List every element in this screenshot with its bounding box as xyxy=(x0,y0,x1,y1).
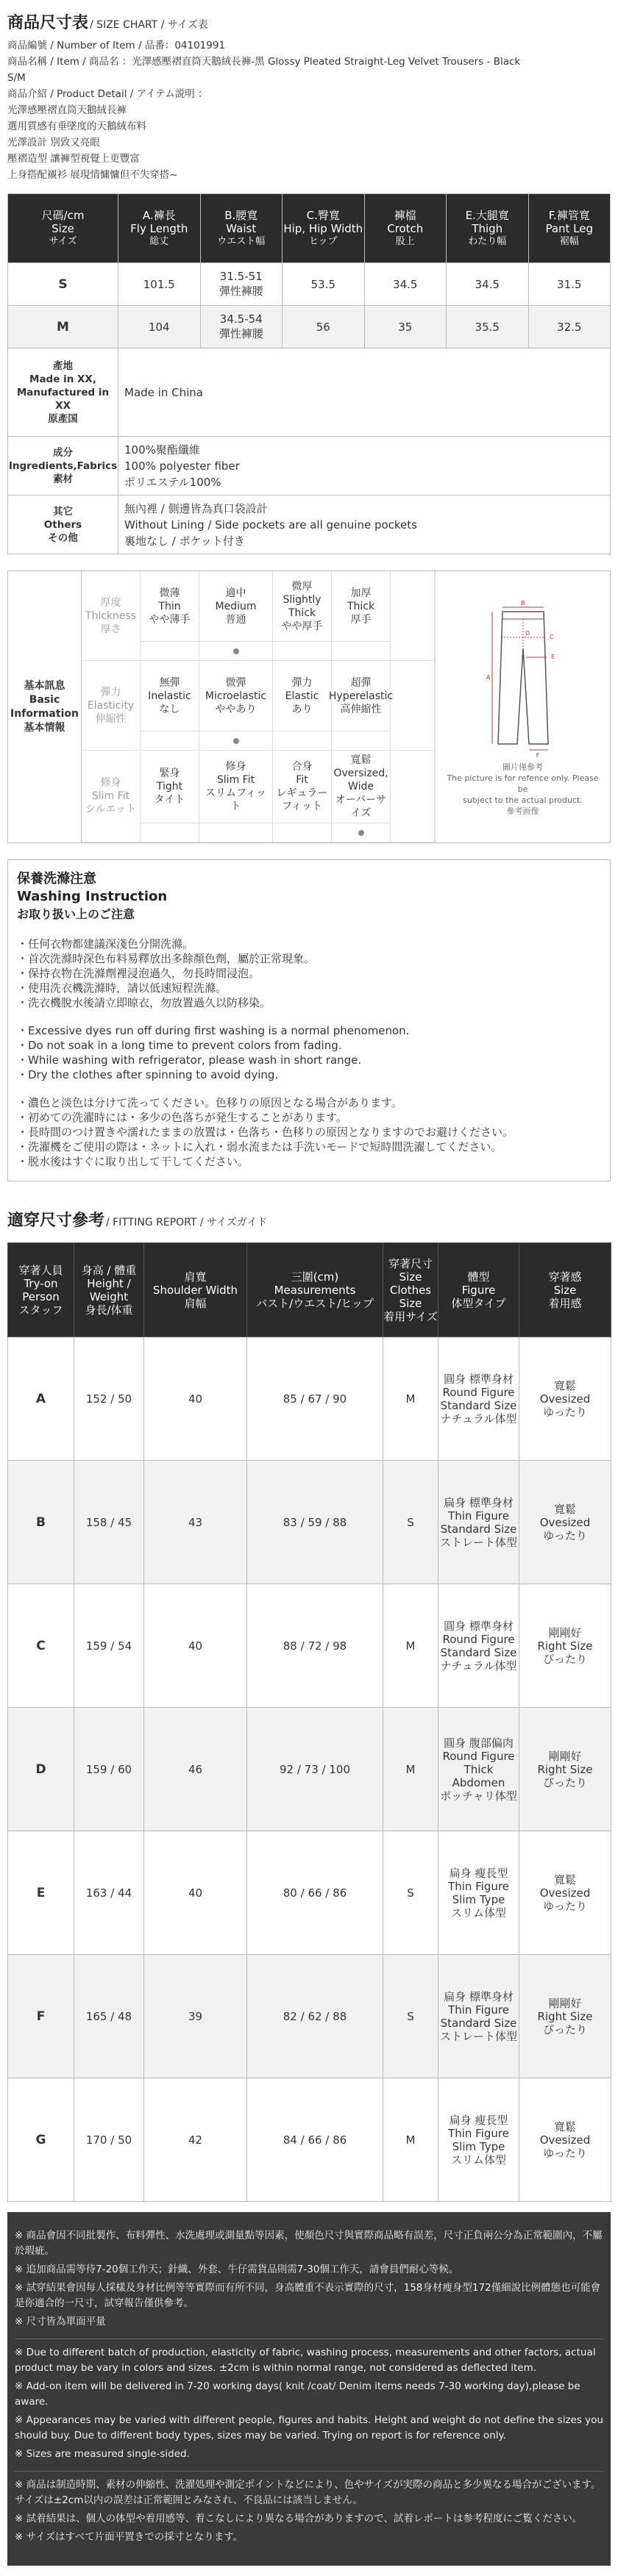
fit-cell: 165 / 48 xyxy=(74,1955,144,2078)
fit-feel: 剛剛好 Right Size ぴったり xyxy=(519,1584,611,1708)
attr-empty xyxy=(391,751,435,842)
attr-option: 微厚 Slightly Thick やや厚手 xyxy=(273,571,332,642)
fit-figure: 扁身 瘦長型 Thin Figure Slim Type スリム体型 xyxy=(438,2078,519,2202)
fit-figure: 扁身 標準身材 Thin Figure Standard Size ストレート体型 xyxy=(438,1955,519,2078)
fit-row xyxy=(8,1831,611,1955)
fit-figure: 扁身 標準身材 Thin Figure Standard Size ストレート体型 xyxy=(438,1461,519,1584)
fit-cell: 80 / 66 / 86 xyxy=(247,1831,383,1955)
note-line: ※ Due to different batch of production, elasticity of fabric, washing process, measurements and other factors, actual product may be vary in colors and sizes. ±2cm is within normal range, not considered as deflected item. xyxy=(15,2347,596,2374)
washing-en: ・Excessive dyes run off during first washing is a normal phenomenon. ・Do not soak in a long time to prevent colors from fading. ・While washing with refrigerator, please wash in short range. ・Dry the clothes after spinning to avoid dying. xyxy=(17,1024,410,1081)
fitting-subtitle: / FITTING REPORT / サイズガイド xyxy=(106,1217,268,1228)
fit-cell: M xyxy=(383,2078,438,2202)
attr-option: 微薄 Thin やや薄手 xyxy=(141,571,199,642)
fit-header: 穿著人員 Try-on Person スタッフ xyxy=(8,1243,74,1337)
basic-info-grid xyxy=(82,571,435,842)
fit-header: 肩寬 Shoulder Width 肩幅 xyxy=(144,1243,247,1337)
attr-label-fit: 修身 Slim Fit シルエット xyxy=(82,751,141,842)
fit-cell: 40 xyxy=(144,1831,247,1955)
washing-ja: ・濃色と淡色は分けて洗ってください。色移りの原因となる場合があります。 ・初めての洗濯時には・多少の色落ちが発生することがあります。 ・長時間のつけ置きや濡れたままの放置は・色落ち・色移りの原因となりますのでお避けください。 ・洗濯機をご使用の際は・ネットに入れ・弱水流または手洗いモードで短時間洗濯してください。 ・脱水後はすぐに取り出して干してください。 xyxy=(17,1096,514,1168)
washing-title: 保養洗滌注意 xyxy=(17,871,96,887)
attr-marker-cell xyxy=(332,731,391,751)
attr-option: 緊身 Tight タイト xyxy=(141,751,199,823)
pants-diagram xyxy=(435,571,610,842)
fit-cell: B xyxy=(8,1461,74,1584)
attr-marker-cell xyxy=(199,823,273,842)
info-line: 光澤感壓褶直筒天鵝絨長褲 xyxy=(7,104,127,116)
fit-cell: 46 xyxy=(144,1708,247,1831)
note-line: ※ サイズはすべて片面平置きでの採寸となります。 xyxy=(15,2531,244,2543)
attr-marker-cell xyxy=(332,642,391,661)
fit-figure: 圓身 腹部偏肉 Round Figure Thick Abdomen ポッチャリ体型 xyxy=(438,1708,519,1831)
size-header: A.褲長 Fly Length 総丈 xyxy=(118,194,201,263)
washing-title-en: Washing Instruction xyxy=(17,889,168,904)
size-chart-title xyxy=(0,0,618,37)
attr-marker-cell xyxy=(141,731,199,751)
note-line: ※ Appearances may be varied with different people, figures and habits. Height and weight do not define the sizes you should buy. Due to different body types, sizes may be varied. Trying on report is for reference only. xyxy=(15,2414,603,2441)
fit-cell: 42 xyxy=(144,2078,247,2202)
attr-label-elasticity: 彈力 Elasticity 伸縮性 xyxy=(82,661,141,751)
fit-cell: 40 xyxy=(144,1584,247,1708)
note-line: ※ Add-on item will be delivered in 7-20 working days( knit /coat/ Denim items needs 7-30 working day),please be aware. xyxy=(15,2380,580,2408)
basic-info-panel xyxy=(7,570,611,843)
attr-marker-cell xyxy=(273,642,332,661)
fit-cell: 40 xyxy=(144,1337,247,1461)
attr-option: 修身 Slim Fit スリムフィット xyxy=(199,751,273,823)
page-title: 商品尺寸表 xyxy=(7,14,89,32)
washing-zh: ・任何衣物都建議深淺色分開洗滌。 ・首次洗滌時深色布料易釋放出多餘顏色劑，屬於正常現象。 ・保持衣物在洗滌劑裡浸泡過久，勿長時間浸泡。 ・使用洗衣機洗滌時，請以低速短程洗滌。 ・洗衣機脫水後請立即晾衣，勿放置過久以防移染。 xyxy=(17,937,316,1009)
info-line: S/M xyxy=(7,72,26,84)
attr-option: 無彈 Inelastic なし xyxy=(141,661,199,731)
note-line: ※ Sizes are measured single-sided. xyxy=(15,2448,190,2460)
note-line: ※ 追加商品需等待7-20個工作天；針織、外套、牛仔需貨品則需7-30個工作天，請會員們耐心等候。 xyxy=(15,2264,459,2275)
attr-empty xyxy=(391,661,435,751)
fit-cell: S xyxy=(383,1461,438,1584)
info-line: 選用質感有垂墜度的天鵝絨布料 xyxy=(7,121,146,132)
attr-marker-cell xyxy=(273,823,332,842)
size-header: B.腰寬 Waist ウエスト幅 xyxy=(200,194,283,263)
selected-dot-icon xyxy=(233,648,239,654)
fit-cell: 88 / 72 / 98 xyxy=(247,1584,383,1708)
svg-text:C: C xyxy=(549,634,554,640)
fit-cell: 152 / 50 xyxy=(74,1337,144,1461)
attr-option: 超彈 Hyperelastic 高伸縮性 xyxy=(332,661,391,731)
attr-marker-cell xyxy=(199,731,273,751)
fit-feel: 寬鬆 Ovesized ゆったり xyxy=(519,1461,611,1584)
fit-header: 三圍(cm) Measurements バスト/ウエスト/ヒップ xyxy=(247,1243,383,1337)
origin-row: 產地 Made in XX, Manufactured in XX 原產国 Made in China xyxy=(8,348,611,437)
fit-row xyxy=(8,1708,611,1831)
fit-cell: 92 / 73 / 100 xyxy=(247,1708,383,1831)
info-line: 壓褶造型 讓褲型視覺上更豐富 xyxy=(7,153,140,165)
fit-cell: 85 / 67 / 90 xyxy=(247,1337,383,1461)
notes-panel xyxy=(7,2212,611,2566)
size-header: E.大腿寬 Thigh わたり幅 xyxy=(447,194,529,263)
notes-block xyxy=(15,2472,603,2554)
info-line: 上身搭配襯衫 展現情慵慵但不失穿搭~ xyxy=(7,169,178,181)
note-line: ※ 商品は制造時期、素材の伸縮性、洗濯処理や測定ポイントなどにより、色やサイズが実際の商品と多少異なる場合がございます。サイズは±2cm以内の誤差は正常範囲とみなされ、不良品には該当しません。 xyxy=(15,2479,601,2506)
washing-title-ja: お取り扱い上のご注意 xyxy=(17,907,135,921)
note-line: ※ 尺寸皆為單面平量 xyxy=(15,2316,106,2328)
selected-dot-icon xyxy=(233,738,239,744)
pants-diagram-icon xyxy=(464,597,582,759)
fit-figure: 圓身 標準身材 Round Figure Standard Size ナチュラル体型 xyxy=(438,1337,519,1461)
fit-cell: 170 / 50 xyxy=(74,2078,144,2202)
fit-cell: 158 / 45 xyxy=(74,1461,144,1584)
attr-empty xyxy=(391,571,435,661)
fit-cell: 159 / 54 xyxy=(74,1584,144,1708)
figure-caption: 圖片僅參考 The picture is for refence only. Please be subject to the actual product. 參考画像 xyxy=(447,762,599,816)
fit-feel: 寬鬆 Ovesized ゆったり xyxy=(519,1337,611,1461)
fit-figure: 扁身 瘦長型 Thin Figure Slim Type スリム体型 xyxy=(438,1831,519,1955)
fit-cell: M xyxy=(383,1708,438,1831)
fit-cell: S xyxy=(383,1955,438,2078)
fit-feel: 剛剛好 Right Size ぴったり xyxy=(519,1955,611,2078)
size-row-s: S 101.5 31.5-51 彈性褲腰 53.5 34.5 34.5 31.5 xyxy=(8,263,611,306)
fit-row xyxy=(8,1584,611,1708)
fit-feel: 寬鬆 Ovesized ゆったり xyxy=(519,2078,611,2202)
size-row-m: M 104 34.5-54 彈性褲腰 56 35 35.5 32.5 xyxy=(8,306,611,348)
notes-block xyxy=(15,2222,603,2339)
svg-text:A: A xyxy=(486,674,490,681)
washing-instructions xyxy=(7,859,611,1181)
fit-cell: E xyxy=(8,1831,74,1955)
size-header: C.臀寬 Hip, Hip Width ヒップ xyxy=(283,194,365,263)
note-line: ※ 試穿結果會因每人採樣及身材比例等等實際而有所不同，身高體重不表示實際的尺寸，158身材瘦身型172僅細說比例體態也可能會是你適合的一尺寸，試穿報告僅供參考。 xyxy=(15,2282,601,2309)
fit-cell: M xyxy=(383,1584,438,1708)
material-row: 成分 Ingredients,Fabrics 素材 100%聚酯纖維 100% polyester fiber ポリエステル100% xyxy=(8,437,611,495)
info-line: 商品介紹 / Product Detail / アイテム説明 ： xyxy=(7,88,208,100)
other-row: 其它 Others その他 無內裡 / 側邊皆為真口袋設計 Without Lining / Side pockets are all genuine pockets 裏地なし / ポケット付き xyxy=(8,495,611,554)
svg-text:E: E xyxy=(550,654,555,660)
size-header: F.褲管寬 Pant Leg 裾幅 xyxy=(528,194,611,263)
fit-header: 身高 / 體重 Height / Weight 身長/体重 xyxy=(74,1243,144,1337)
product-info xyxy=(0,37,618,183)
basic-info-label: 基本訊息 Basic Information 基本情報 xyxy=(8,571,82,842)
fit-cell: G xyxy=(8,2078,74,2202)
fit-cell: C xyxy=(8,1584,74,1708)
fit-feel: 寬鬆 Ovesized ゆったり xyxy=(519,1831,611,1955)
attr-option: 彈力 Elastic あり xyxy=(273,661,332,731)
notes-block xyxy=(15,2339,603,2472)
attr-marker-cell xyxy=(141,642,199,661)
fit-header: 穿著尺寸 Size Clothes Size 着用サイズ xyxy=(383,1243,438,1337)
attr-option: 合身 Fit レギュラーフィット xyxy=(273,751,332,823)
fit-cell: 83 / 59 / 88 xyxy=(247,1461,383,1584)
fit-cell: M xyxy=(383,1337,438,1461)
fit-header: 體型 Figure 体型タイプ xyxy=(438,1243,519,1337)
fit-cell: 159 / 60 xyxy=(74,1708,144,1831)
fit-feel: 剛剛好 Right Size ぴったり xyxy=(519,1708,611,1831)
svg-text:F: F xyxy=(536,752,539,759)
attr-marker-cell xyxy=(199,642,273,661)
svg-text:D: D xyxy=(525,630,530,637)
note-line: ※ 試着結果は、個人の体型や着用感等、着こなしにより異なる場合がありますので、試着レポートは参考程度にご覧ください。 xyxy=(15,2513,583,2525)
fit-cell: 43 xyxy=(144,1461,247,1584)
attr-marker-cell xyxy=(332,823,391,842)
info-line: 商品編號 / Number of Item / 品番：04101991 xyxy=(7,40,226,51)
svg-text:B: B xyxy=(520,600,525,607)
fit-cell: 82 / 62 / 88 xyxy=(247,1955,383,2078)
fit-cell: A xyxy=(8,1337,74,1461)
page-subtitle: / SIZE CHART / サイズ表 xyxy=(90,19,208,31)
selected-dot-icon xyxy=(358,830,364,836)
attr-label-thickness: 厚度 Thickness 厚さ xyxy=(82,571,141,661)
fit-row xyxy=(8,1955,611,2078)
fitting-table xyxy=(7,1242,611,2202)
attr-option: 微彈 Microelastic ややあり xyxy=(199,661,273,731)
size-table xyxy=(7,193,611,554)
fit-row xyxy=(8,2078,611,2202)
attr-option: 寬鬆 Oversized, Wide オーバーサイズ xyxy=(332,751,391,823)
fitting-title xyxy=(0,1198,618,1235)
fit-cell: D xyxy=(8,1708,74,1831)
attr-option: 適中 Medium 普通 xyxy=(199,571,273,642)
fit-header: 穿著感 Size 着用感 xyxy=(519,1243,611,1337)
fit-figure: 圓身 標準身材 Round Figure Standard Size ナチュラル体型 xyxy=(438,1584,519,1708)
size-header: 尺碼/cm Size サイズ xyxy=(8,194,118,263)
attr-option: 加厚 Thick 厚手 xyxy=(332,571,391,642)
fit-cell: 163 / 44 xyxy=(74,1831,144,1955)
attr-marker-cell xyxy=(141,823,199,842)
size-header: 褲檔 Crotch 股上 xyxy=(364,194,447,263)
info-line: 光澤設計 別致又亮眼 xyxy=(7,137,100,149)
fit-cell: 84 / 66 / 86 xyxy=(247,2078,383,2202)
fit-cell: S xyxy=(383,1831,438,1955)
fit-row xyxy=(8,1337,611,1461)
fit-cell: F xyxy=(8,1955,74,2078)
note-line: ※ 商品會因不同批製作、布料彈性、水洗處理或測量點等因素，使顏色尺寸與實際商品略有誤差，尺寸正負兩公分為正常範圍內，不屬於瑕疵。 xyxy=(15,2230,603,2257)
fitting-heading: 適穿尺寸參考 xyxy=(7,1212,105,1230)
attr-marker-cell xyxy=(273,731,332,751)
fit-cell: 39 xyxy=(144,1955,247,2078)
fit-row xyxy=(8,1461,611,1584)
info-line: 商品名稱 / Item / 商品名 ：光澤感壓褶直筒天鵝絨長褲-黑 Glossy Pleated Straight-Leg Velvet Trousers - Black xyxy=(7,56,521,68)
